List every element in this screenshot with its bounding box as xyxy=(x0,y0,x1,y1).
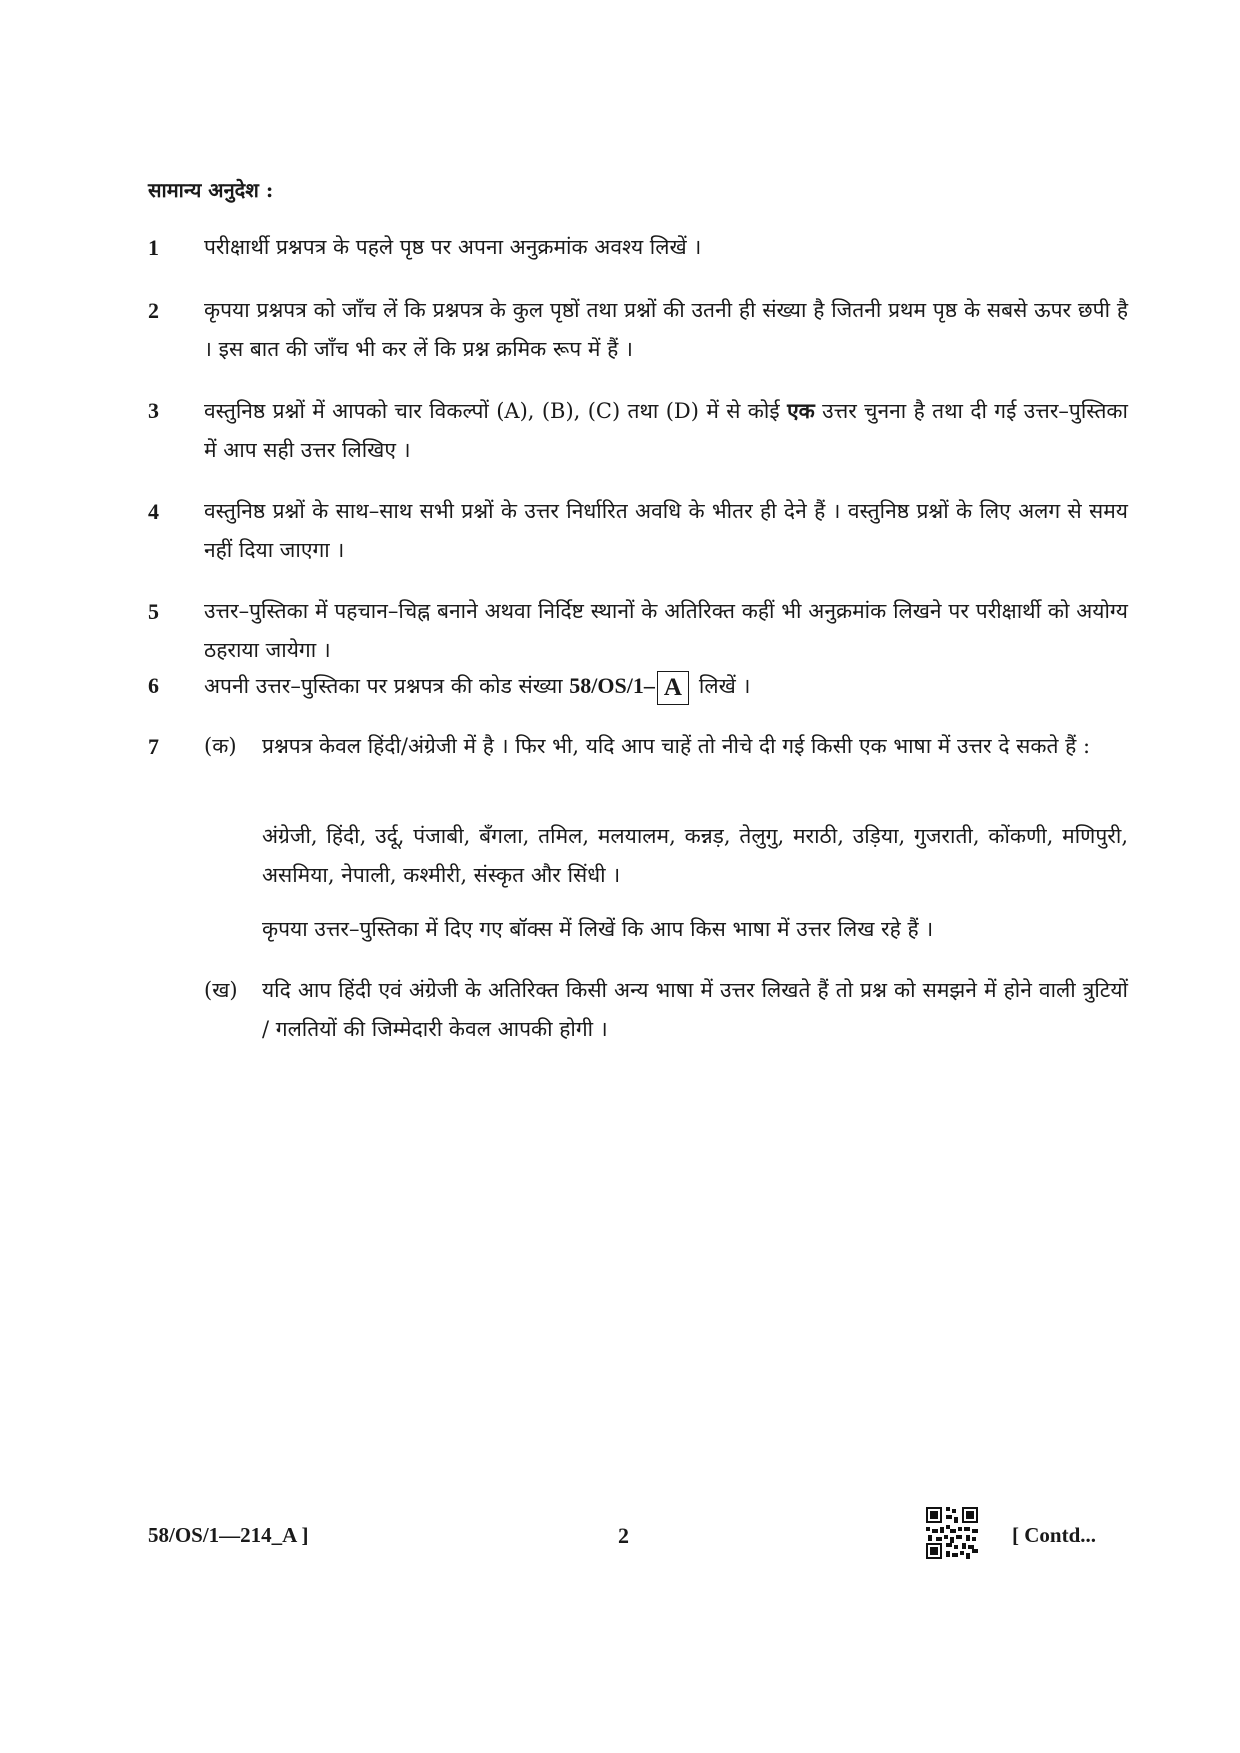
instruction-7-sub-a xyxy=(204,727,1128,766)
footer-paper-code: 58/OS/1—214_A ] xyxy=(148,1523,309,1547)
footer-page-number: 2 xyxy=(618,1523,629,1548)
sub-label: (ख) xyxy=(204,978,238,1002)
sub-label: (क) xyxy=(204,734,237,758)
language-box-note: कृपया उत्तर–पुस्तिका में दिए गए बॉक्स में लिखें कि आप किस भाषा में उत्तर लिख रहे हैं । xyxy=(262,917,934,941)
general-instructions-heading: सामान्य अनुदेश : xyxy=(148,178,274,202)
instruction-number: 7 xyxy=(148,734,159,759)
language-list: अंग्रेजी, हिंदी, उर्दू, पंजाबी, बँगला, तमिल, मलयालम, कन्नड़, तेलुगु, मराठी, उड़िया, गुजराती, कोंकणी, मणिपुरी, असमिया, नेपाली, कश्मीरी, संस्कृत और सिंधी । xyxy=(262,824,1128,887)
instruction-5 xyxy=(148,592,1128,670)
sub-text: यदि आप हिंदी एवं अंग्रेजी के अतिरिक्त किसी अन्य भाषा में उत्तर लिखते हैं तो प्रश्न को समझने में होने वाली त्रुटियों / गलतियों की जिम्मेदारी केवल आपकी होगी । xyxy=(262,978,1128,1041)
paper-set-box: A xyxy=(657,671,689,705)
instruction-text-part: लिखें । xyxy=(698,674,751,698)
instruction-text-part: अपनी उत्तर–पुस्तिका पर प्रश्नपत्र की कोड संख्या xyxy=(204,674,570,698)
instruction-1 xyxy=(148,228,1128,267)
instruction-2 xyxy=(148,291,1128,369)
instruction-number: 5 xyxy=(148,599,159,624)
instruction-number: 6 xyxy=(148,673,159,698)
emphasis-word: एक xyxy=(787,398,815,423)
instruction-number: 1 xyxy=(148,235,159,260)
paper-code: 58/OS/1– xyxy=(569,673,655,698)
instruction-3 xyxy=(148,391,1128,470)
instruction-6 xyxy=(148,666,1128,706)
instruction-4 xyxy=(148,492,1128,570)
instruction-text: परीक्षार्थी प्रश्नपत्र के पहले पृष्ठ पर अपना अनुक्रमांक अवश्य लिखें । xyxy=(204,235,702,259)
instruction-text: उत्तर–पुस्तिका में पहचान–चिह्न बनाने अथवा निर्दिष्ट स्थानों के अतिरिक्त कहीं भी अनुक्रमांक लिखने पर परीक्षार्थी को अयोग्य ठहराया जायेगा । xyxy=(204,599,1128,662)
qr-code-icon xyxy=(926,1507,978,1559)
sub-text: प्रश्नपत्र केवल हिंदी/अंग्रेजी में है । फिर भी, यदि आप चाहें तो नीचे दी गई किसी एक भाषा में उत्तर दे सकते हैं : xyxy=(262,734,1091,758)
instruction-text xyxy=(204,666,1128,706)
instruction-number: 3 xyxy=(148,398,159,423)
instruction-text-part: वस्तुनिष्ठ प्रश्नों में आपको चार विकल्पों (A), (B), (C) तथा (D) में से कोई xyxy=(204,399,788,423)
instruction-text: कृपया प्रश्नपत्र को जाँच लें कि प्रश्नपत्र के कुल पृष्ठों तथा प्रश्नों की उतनी ही संख्या है जितनी प्रथम पृष्ठ के सबसे ऊपर छपी है । इस बात की जाँच भी कर लें कि प्रश्न क्रमिक रूप में हैं । xyxy=(204,298,1128,361)
instruction-number: 4 xyxy=(148,499,159,524)
instruction-number: 2 xyxy=(148,298,159,323)
instruction-text xyxy=(204,391,1128,470)
instruction-7-sub-b xyxy=(204,971,1128,1049)
instruction-text: वस्तुनिष्ठ प्रश्नों के साथ–साथ सभी प्रश्नों के उत्तर निर्धारित अवधि के भीतर ही देने हैं । वस्तुनिष्ठ प्रश्नों के लिए अलग से समय नहीं दिया जाएगा । xyxy=(204,499,1128,562)
footer-continued: [ Contd... xyxy=(1012,1523,1097,1547)
instruction-text-part: उत्तर चुनना है तथा दी गई उत्तर–पुस्तिका में आप सही उत्तर लिखिए । xyxy=(204,399,1128,462)
